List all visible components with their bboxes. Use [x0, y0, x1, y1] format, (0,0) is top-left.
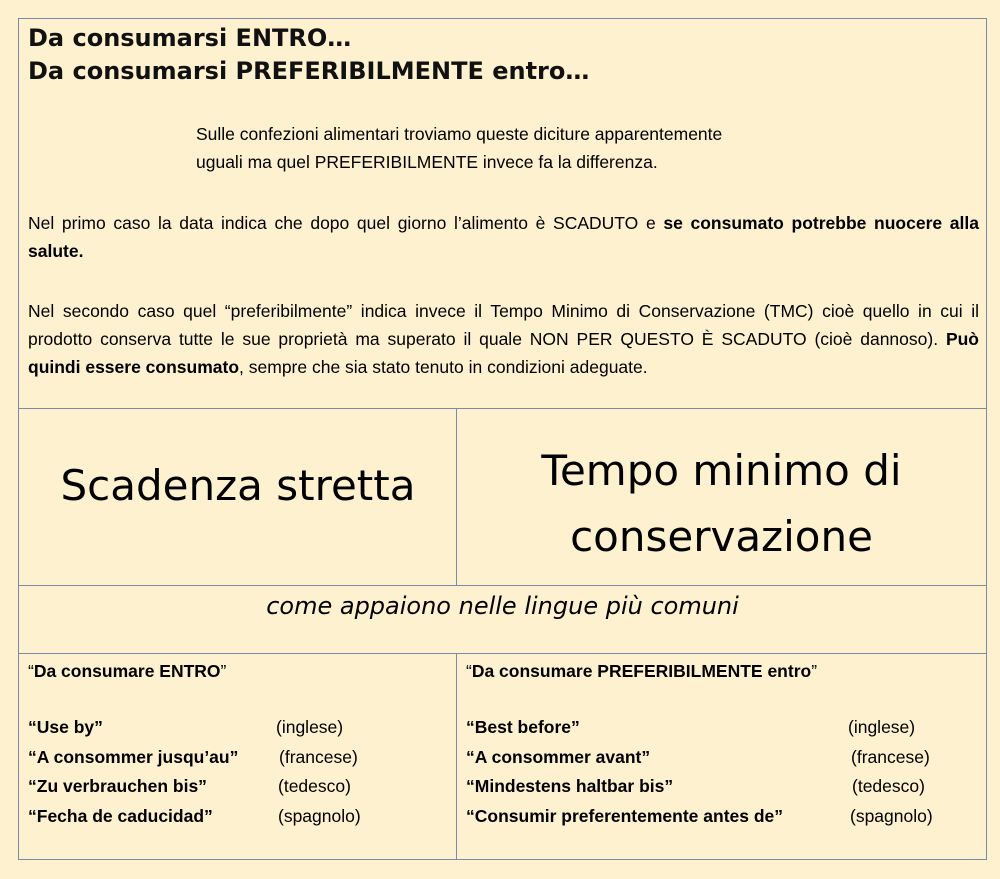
- left-list-heading-close-quote: ”: [220, 661, 227, 681]
- term: “Consumir preferentemente antes de”: [466, 806, 784, 827]
- list-item: [28, 713, 448, 743]
- term: “Use by”: [28, 717, 103, 737]
- list-item: [466, 743, 981, 773]
- term: “Fecha de caducidad”: [28, 806, 213, 827]
- paragraph-first-case-text: Nel primo caso la data indica che dopo quel giorno l’alimento è SCADUTO e: [28, 213, 664, 233]
- paragraph-second-case-text-a: Nel secondo caso quel “preferibilmente” indica invece il Tempo Minimo di Conservazione (TMC) cioè quello in cui il prodotto conserva tutte le sue proprietà ma superato il quale NON PER QUESTO È SCADUTO (cioè dannoso).: [28, 301, 979, 349]
- language-label: (francese): [851, 746, 930, 767]
- paragraph-second-case-text-b: , sempre che sia stato tenuto in condizioni adeguate.: [239, 357, 648, 377]
- heading-minimum-conservation-line-2: conservazione: [570, 512, 873, 561]
- list-item: [466, 772, 981, 802]
- list-item: [28, 743, 448, 773]
- term: “Best before”: [466, 717, 580, 737]
- heading-strict-expiry: Scadenza stretta: [60, 461, 416, 510]
- page-title: [28, 22, 589, 88]
- term: “A consommer jusqu’au”: [28, 746, 239, 767]
- heading-minimum-conservation-line-1: Tempo minimo di: [541, 446, 902, 495]
- intro-text: [196, 120, 896, 176]
- language-label: (inglese): [848, 717, 916, 737]
- language-label: (francese): [279, 746, 358, 767]
- languages-subtitle: come appaiono nelle lingue più comuni: [266, 592, 739, 620]
- list-item: [466, 713, 981, 743]
- paragraph-second-case: [28, 297, 979, 381]
- term: “Mindestens haltbar bis”: [466, 776, 674, 797]
- language-label: (tedesco): [278, 776, 351, 797]
- intro-line-2: uguali ma quel PREFERIBILMENTE invece fa la differenza.: [196, 152, 658, 172]
- language-label: (inglese): [276, 717, 344, 737]
- column-divider-bottom: [456, 653, 457, 860]
- divider-intro: [18, 408, 987, 409]
- right-list-heading: [466, 657, 981, 685]
- term: “A consommer avant”: [466, 746, 651, 767]
- left-list-heading: [28, 657, 448, 685]
- right-list-heading-bold: Da consumare PREFERIBILMENTE entro: [471, 661, 812, 681]
- language-label: (spagnolo): [850, 806, 933, 827]
- language-label: (tedesco): [852, 776, 925, 797]
- list-item: [28, 772, 448, 802]
- left-list-heading-bold: Da consumare ENTRO: [33, 661, 221, 681]
- right-list-heading-close-quote: ”: [811, 661, 818, 681]
- intro-line-1: Sulle confezioni alimentari troviamo queste diciture apparentemente: [196, 124, 723, 144]
- divider-subtitle: [18, 653, 987, 654]
- column-divider-top: [456, 408, 457, 585]
- title-line-2: Da consumarsi PREFERIBILMENTE entro…: [28, 57, 590, 85]
- list-item: [466, 802, 981, 832]
- language-label: (spagnolo): [278, 806, 361, 827]
- left-language-list: [28, 657, 448, 832]
- paragraph-second-case-bold: Può quindi essere consumato: [28, 329, 979, 377]
- paragraph-first-case: [28, 209, 979, 265]
- paragraph-first-case-bold: se consumato potrebbe nuocere alla salute.: [28, 213, 980, 261]
- right-language-list: [466, 657, 981, 832]
- divider-headings: [18, 585, 987, 586]
- left-list-heading-open-quote: “: [28, 661, 34, 681]
- right-list-heading-open-quote: “: [466, 661, 472, 681]
- term: “Zu verbrauchen bis”: [28, 776, 207, 797]
- list-item: [28, 802, 448, 832]
- heading-minimum-conservation: [458, 438, 985, 570]
- title-line-1: Da consumarsi ENTRO…: [28, 24, 352, 52]
